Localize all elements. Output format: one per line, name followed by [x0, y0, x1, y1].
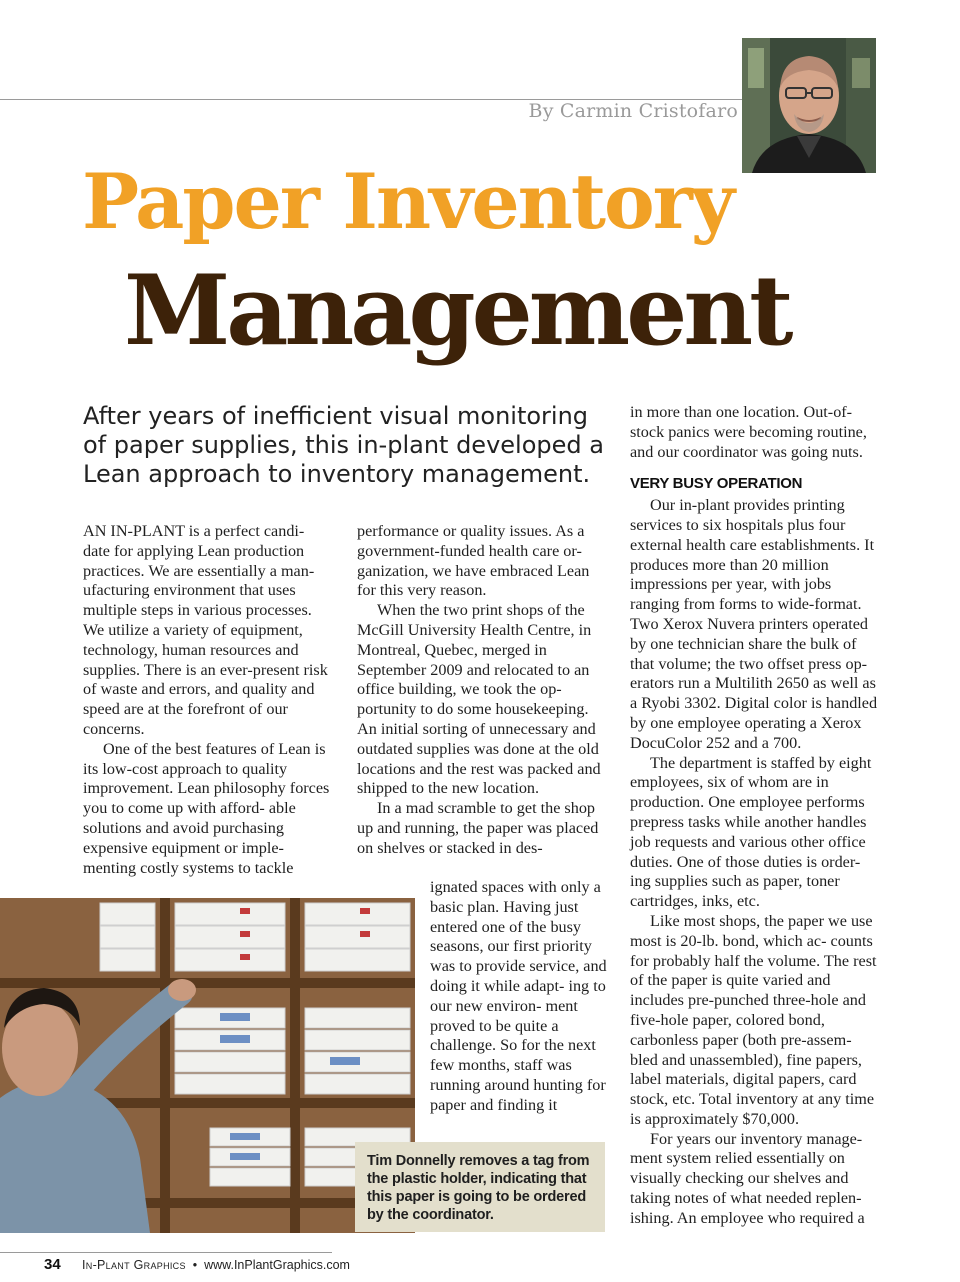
paragraph: Like most shops, the paper we use most is 20-lb. bond, which ac- counts for probably half the volume. The rest of the paper is quite varied and includes pre-punched three-hole and five-hole paper, colored bond, carbonless paper (both pre-assem- bled and unassembled), fine papers, label materials, digital papers, card stock, etc. Total inventory at any time is approximately $70,000. — [630, 911, 877, 1128]
section-subhead: VERY BUSY OPERATION — [630, 475, 803, 493]
publication-url[interactable]: www.InPlantGraphics.com — [204, 1258, 350, 1272]
paragraph: In a mad scramble to get the shop up and running, the paper was placed on shelves or stacked in des- — [357, 799, 599, 857]
paragraph: For years our inventory manage- ment system relied essentially on visually checking our shelves and taking notes of what needed replen- ishing. An employee who required a — [630, 1129, 865, 1227]
byline: By Carmin Cristofaro — [528, 100, 738, 122]
paragraph: in more than one location. Out-of- stock panics were becoming routine, and our coordinator was going nuts. — [630, 403, 867, 461]
footer-credit — [82, 1258, 350, 1272]
publication-name: In-Plant Graphics — [82, 1258, 186, 1272]
column-1 — [83, 522, 333, 878]
paragraph: Our in-plant provides printing services to six hospitals plus four external health care establishments. It produces more than 20 million impressions per year, with jobs ranging from forms to wide-format. Two Xerox Nuvera printers operated by one technician share the bulk of that volume; the two offset press op- erators run a Multilith 2650 as well as a Ryobi 3302. Digital color is handled by one employee operating a Xerox DocuColor 252 and a 700. — [630, 496, 878, 752]
headline-line1: Paper Inventory — [82, 157, 733, 246]
paragraph: The department is staffed by eight employees, six of whom are in production. One employee performs prepress tasks while another handles job requests and various other office duties. One of those duties is order- ing supplies such as paper, toner cartridges, inks, etc. — [630, 753, 872, 911]
deck-subtitle: After years of inefficient visual monitoring of paper supplies, this in-plant developed a Lean approach to inventory management. — [83, 402, 604, 488]
photo-caption: Tim Donnelly removes a tag from the plastic holder, indicating that this paper is going to be ordered by the coordinator. — [355, 1142, 605, 1232]
paragraph: ignated spaces with only a basic plan. Having just entered one of the busy seasons, our first priority was to provide service, and doing it while adapt- ing to our new environ- ment proved to be quite a challenge. So for the next few months, staff was running around hunting for paper and finding it — [430, 878, 607, 1114]
column-3 — [630, 403, 880, 1229]
column-2-continued — [430, 878, 610, 1116]
headline-line2: Management — [124, 254, 790, 367]
paragraph: performance or quality issues. As a government-funded health care or- ganization, we have embraced Lean for this very reason. — [357, 522, 590, 600]
author-photo — [742, 38, 876, 173]
column-2 — [357, 522, 609, 859]
article-photo — [0, 898, 415, 1233]
paragraph: AN IN-PLANT is a perfect candi- date for applying Lean production practices. We are essentially a man- ufacturing environment that uses multiple steps in various processes. We utilize a variety of equipment, technology, human resources and supplies. There is an ever-present risk of waste and errors, and quality and speed are at the forefront of our concerns. — [83, 522, 328, 738]
page-number: 34 — [44, 1256, 61, 1273]
footer-separator: • — [192, 1258, 198, 1272]
footer-rule — [0, 1252, 332, 1253]
paragraph: One of the best features of Lean is its low-cost approach to quality improvement. Lean philosophy forces you to come up with afford- able solutions and avoid purchasing expensive equipment or imple- menting costly systems to tackle — [83, 739, 330, 877]
paragraph: When the two print shops of the McGill University Health Centre, in Montreal, Quebec, merged in September 2009 and relocated to an office building, we took the op- portunity to do some housekeeping. An initial sorting of unnecessary and outdated supplies was done at the old locations and the rest was packed and shipped to the new location. — [357, 601, 601, 798]
